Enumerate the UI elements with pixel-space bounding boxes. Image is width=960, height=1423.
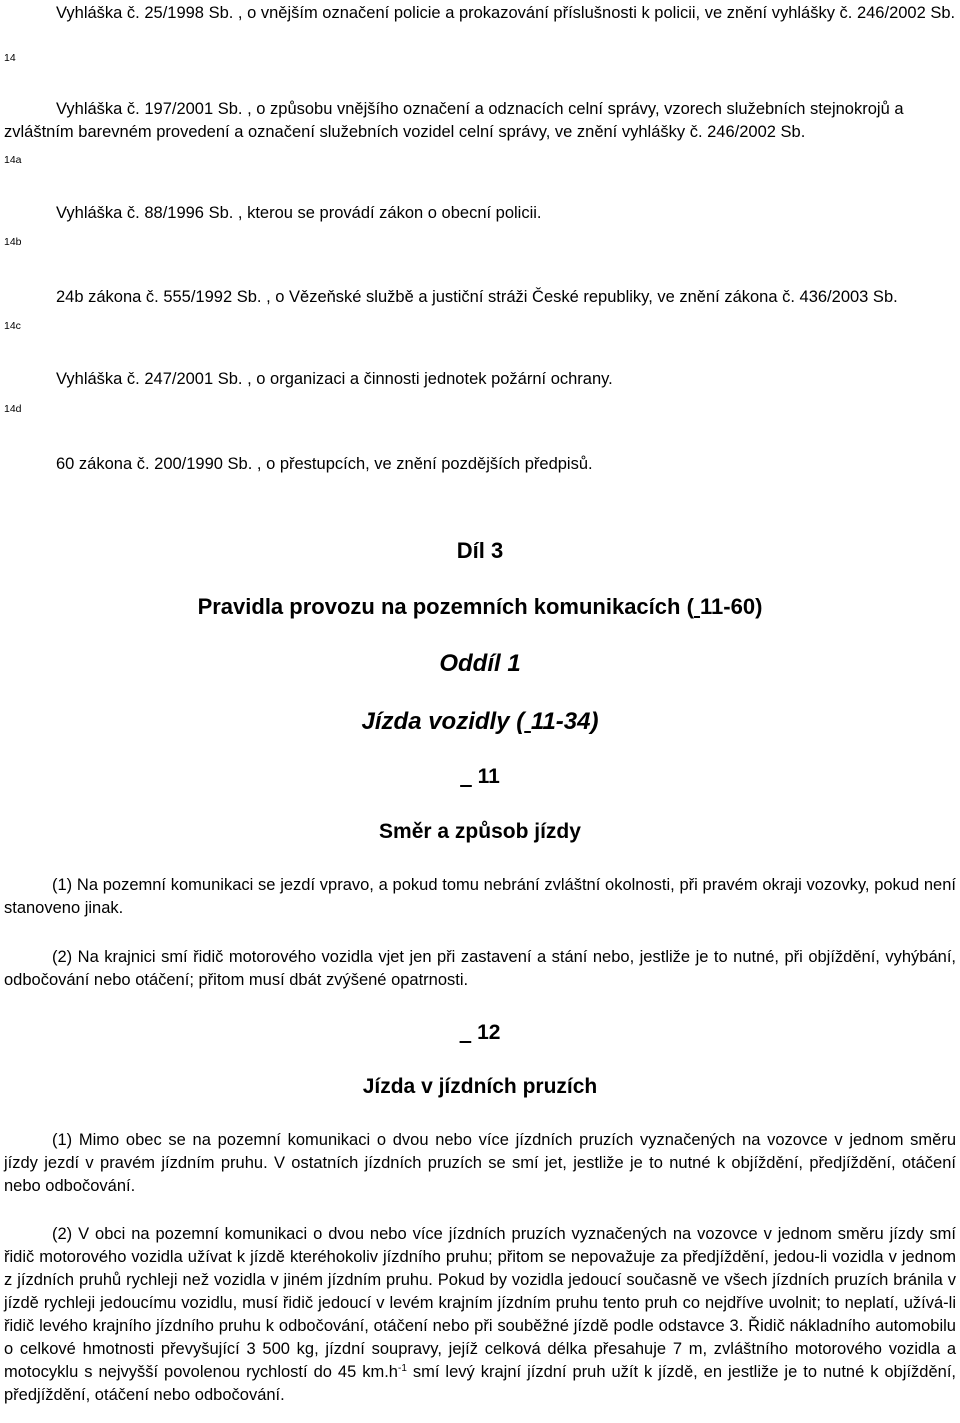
footnote-number-14c: 14c [4,320,21,332]
section-symbol-icon [460,1021,472,1044]
section-title-11: Směr a způsob jízdy [379,820,581,843]
division-subtitle-text: Jízda vozidly ( [361,708,525,735]
section-number-11: 11 [0,765,960,789]
footnote-text-14d: 60 zákona č. 200/1990 Sb. , o přestupcích, ve znění pozdějších předpisů. [56,455,593,473]
part-title: Díl 3 [456,538,504,563]
division-title: Oddíl 1 [439,650,521,677]
footnote-text-13: Vyhláška č. 25/1998 Sb. , o vnějším označení policie a prokazování příslušnosti k policii, ve znění vyhlášky č. 246/2002 Sb. [56,4,956,22]
footnote-text-14: Vyhláška č. 197/2001 Sb. , o způsobu vnějšího označení a odznacích celní správy, vzorech služebních stejnokrojů a zvláštním barevném provedení a označení služebních vozidel celní správy, ve znění vyhlášky č. 246/2002 Sb. [4,100,904,141]
section-12-paragraph-1: (1) Mimo obec se na pozemní komunikaci o dvou nebo více jízdních pruzích vyznačených na vozovce v jednom směru jízdy jezdí v pravém jízdním pruhu. V ostatních jízdních pruzích se smí jet, jestliže je to nutné k objíždění, předjíždění, otáčení nebo odbočování. [4,1131,956,1195]
part-subtitle-range: 11-60) [700,594,763,619]
section-number-12: 12 [0,1021,960,1045]
division-subtitle-range: 11-34) [530,708,599,735]
section-symbol-icon [524,708,531,735]
part-subtitle-text: Pravidla provozu na pozemních komunikacích ( [197,594,694,619]
footnote-text-14b: 24b zákona č. 555/1992 Sb. , o Vězeňské službě a justiční stráži České republiky, ve znění zákona č. 436/2003 Sb. [56,288,898,306]
footnote-text-14a: Vyhláška č. 88/1996 Sb. , kterou se provádí zákon o obecní policii. [56,204,542,222]
section-11-paragraph-1: (1) Na pozemní komunikaci se jezdí vpravo, a pokud tomu nebrání zvláštní okolnosti, při pravém okraji vozovky, pokud není stanoveno jinak. [4,876,956,917]
footnote-number-14a: 14a [4,154,22,166]
division-subtitle [0,708,960,736]
footnote-number-14d: 14d [4,403,22,415]
section-symbol-icon [460,765,472,788]
part-subtitle [0,594,960,620]
section-12-paragraph-2: (2) V obci na pozemní komunikaci o dvou nebo více jízdních pruzích vyznačených na vozovce v jednom směru jízdy smí řidič motorového vozidla užívat k jízdě kteréhokoliv jízdního pruhu; přitom se nepovažuje za předjíždění, jedou-li vozidla v jednom z jízdních pruhů rychleji než vozidla v jiném jízdním pruhu. Pokud by vozidla jedoucí současně ve všech jízdních pruzích bránila v jízdě rychleji jedoucímu vozidlu, musí řidič jedoucí v levém krajním jízdním pruhu tento pruh co nejdříve uvolnit; to neplatí, užívá-li řidič levého krajního jízdního pruhu k odbočování, otáčení nebo při souběžné jízdě podle odstavce 3. Řidič nákladního automobilu o celkové hmotnosti převyšující 3 500 kg, jízdní soupravy, jejíž celková délka přesahuje 7 m, zvláštního motorového vozidla a motocyklu s nejvyšší povolenou rychlostí do 45 $km.h^{-1}$ smí levý krajní jízdní pruh užít k jízdě, en jestliže je to nutné k objíždění, předjíždění, otáčení nebo odbočování. [4,1225,957,1404]
footnote-text-14c: Vyhláška č. 247/2001 Sb. , o organizaci a činnosti jednotek požární ochrany. [56,370,613,388]
section-11-paragraph-2: (2) Na krajnici smí řidič motorového vozidla vjet jen při zastavení a stání nebo, jestliže je to nutné, při objíždění, vyhýbání, odbočování nebo otáčení; přitom musí dbát zvýšené opatrnosti. [4,948,956,989]
footnote-number-14: 14 [4,52,16,64]
superscript-exponent: -1 [398,1363,407,1374]
section-title-12: Jízda v jízdních pruzích [362,1075,598,1098]
footnote-number-14b: 14b [4,236,22,248]
